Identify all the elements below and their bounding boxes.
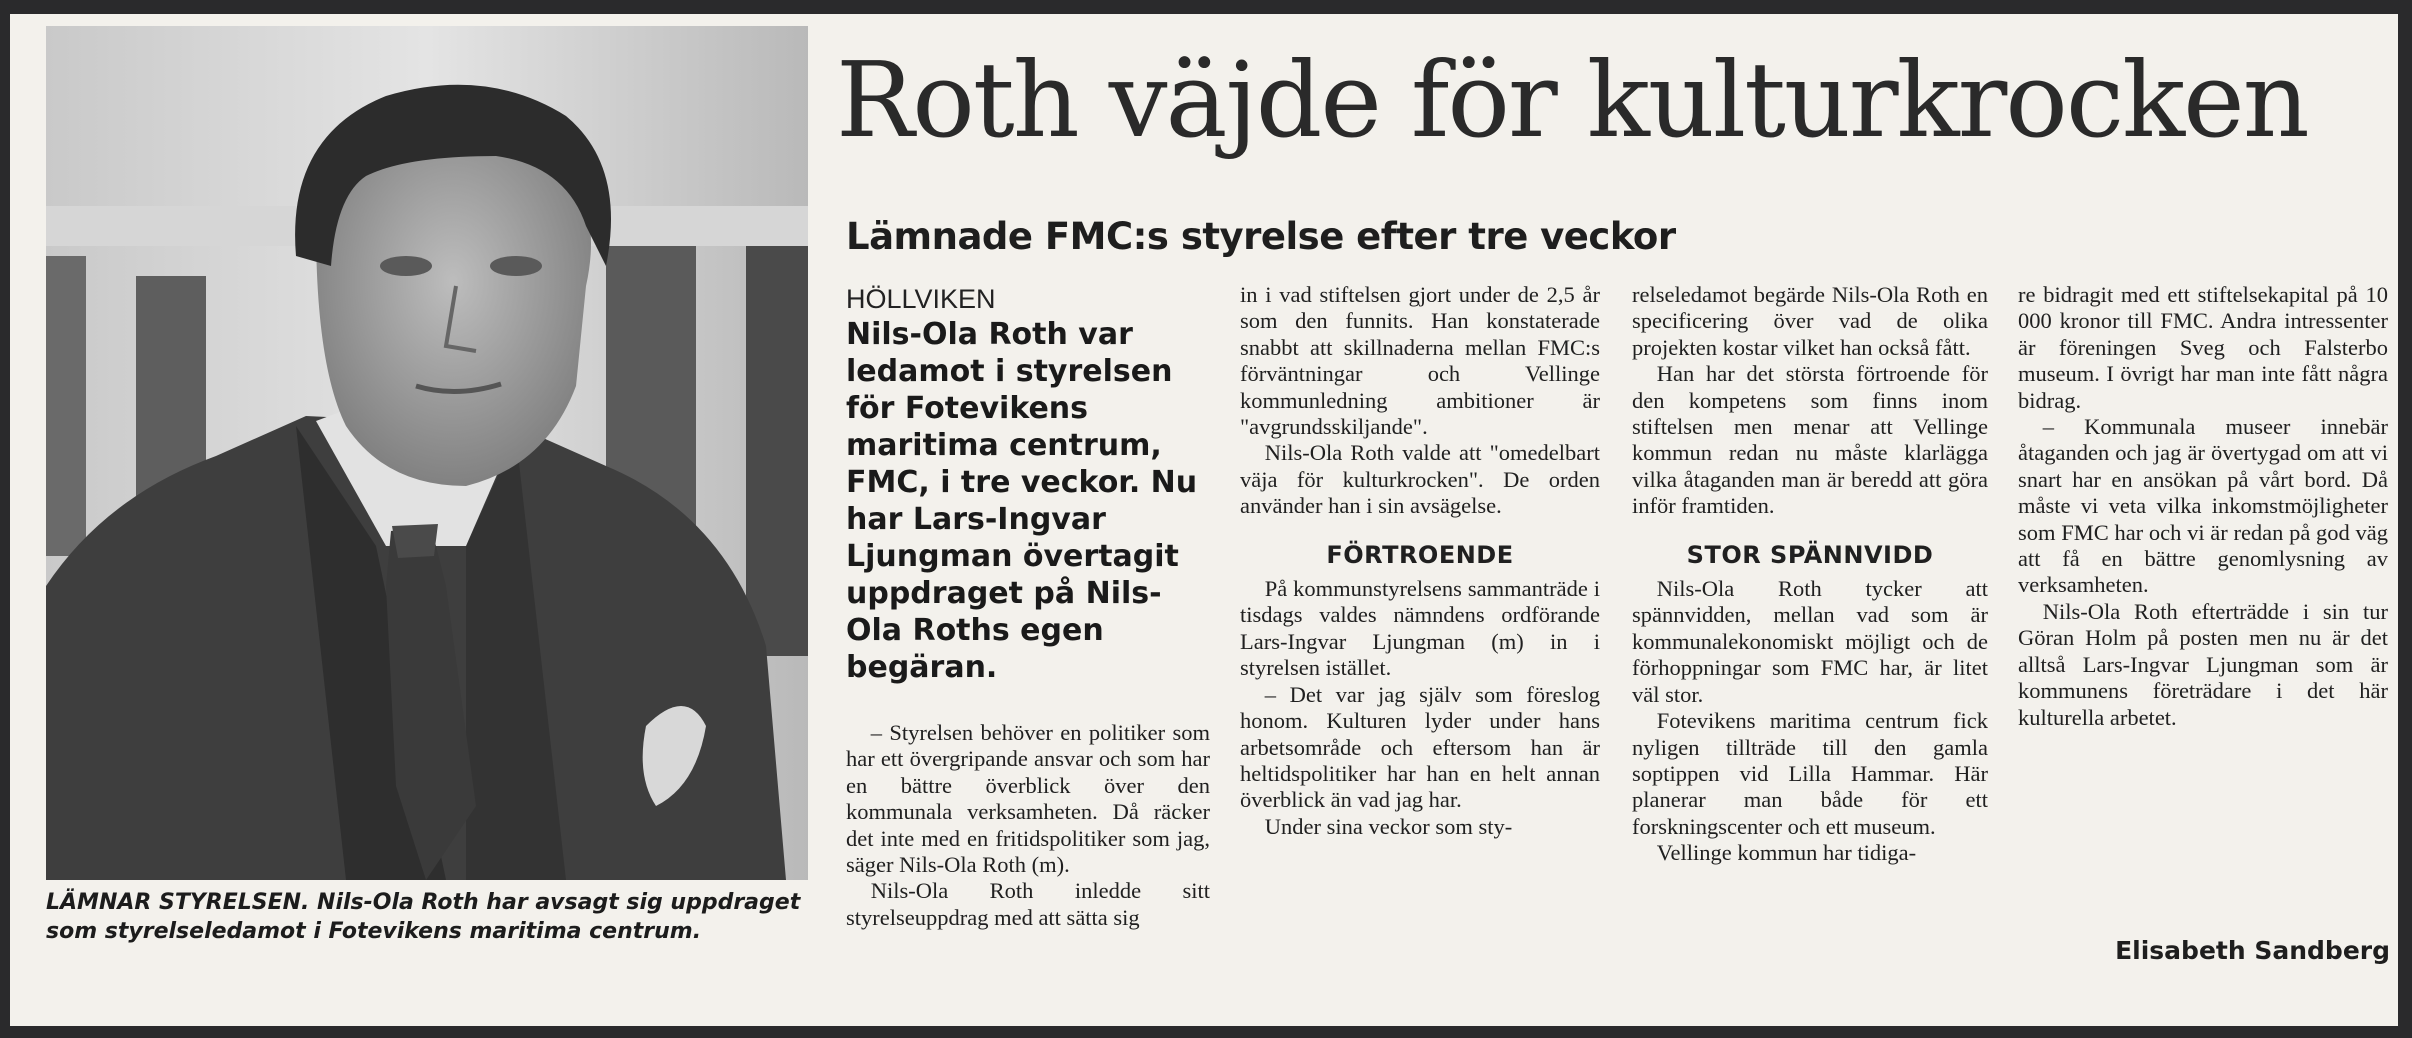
body-paragraph: Vellinge kommun har tidiga- [1656, 840, 1917, 866]
section-heading: STOR SPÄNNVIDD [1686, 540, 1934, 569]
body-paragraph: relseledamot begärde Nils-Ola Roth en specificering över vad de olika projekten kostar vilket han också fått. [1632, 282, 1988, 360]
body-paragraph: – Styrelsen behöver en politiker som har ett övergripande ansvar och som har en bättre överblick över den kommunala verksamheten. Då räcker det inte med en fritidspolitiker som jag, säger Nils-Ola Roth (m). [846, 720, 1210, 878]
body-paragraph: På kommunstyrelsens sammanträde i tisdags valdes nämndens ordförande Lars-Ingvar Ljungman (m) in i styrelsen istället. [1240, 576, 1600, 681]
article-column-1 [846, 284, 1210, 931]
body-paragraph: re bidragit med ett stiftelsekapital på 10 000 kronor till FMC. Andra intressenter är föreningen Sveg och Falsterbo museum. I övrigt har man inte fått några bidrag. [2018, 282, 2388, 413]
body-paragraph: Nils-Ola Roth tycker att spännvidden, mellan vad som är kommunalekonomiskt möjligt och de förhoppningar som FMC har, är litet väl stor. [1632, 576, 1988, 707]
article-column-3 [1632, 282, 1988, 867]
article-column-2 [1240, 282, 1600, 840]
lead-paragraph: Nils-Ola Roth var ledamot i styrelsen för Fotevikens maritima centrum, FMC, i tre veckor. Nu har Lars-Ingvar Ljungman övertagit uppdraget på Nils-Ola Roths egen begäran. [846, 317, 1198, 685]
section-heading: FÖRTROENDE [1326, 540, 1514, 569]
body-paragraph: – Det var jag själv som föreslog honom. Kulturen lyder under hans arbetsområde och eftersom han är heltidspolitiker har han en helt annan överblick än vad jag har. [1240, 681, 1600, 813]
headline: Roth väjde för kulturkrocken [836, 39, 2308, 161]
body-paragraph: in i vad stiftelsen gjort under de 2,5 år som den funnits. Han konstaterade snabbt att skillnaderna mellan FMC:s förväntningar och Vellinge kommunledning ambitioner är "avgrundsskiljande". [1240, 282, 1600, 440]
body-paragraph: Nils-Ola Roth efterträdde i sin tur Göran Holm på posten men nu är det alltså Lars-Ingvar Ljungman som är kommunens företrädare i det här kulturella arbetet. [2018, 598, 2388, 730]
portrait-photo [46, 26, 808, 880]
body-paragraph: Nils-Ola Roth inledde sitt styrelseuppdrag med att sätta sig [846, 878, 1210, 930]
photo-caption: LÄMNAR STYRELSEN. Nils-Ola Roth har avsagt sig uppdraget som styrelseledamot i Fotevikens maritima centrum. [46, 890, 801, 944]
byline: Elisabeth Sandberg [2115, 936, 2390, 965]
body-paragraph: – Kommunala museer innebär åtaganden och jag är övertygad om att vi snart har en ansökan på vårt bord. Då måste vi veta vilka inkomstmöjligheter som FMC har och vi är redan på god väg att få en bättre genomlysning av verksamheten. [2018, 414, 2388, 598]
subheadline: Lämnade FMC:s styrelse efter tre veckor [846, 215, 1676, 258]
body-paragraph: Under sina veckor som sty- [1264, 813, 1513, 839]
body-paragraph: Han har det största förtroende för den kompetens som finns inom stiftelsen men menar att Vellinge kommun redan nu måste klarlägga vilka åtaganden man är beredd att göra inför framtiden. [1632, 361, 1988, 519]
body-paragraph: Fotevikens maritima centrum fick nyligen tillträde till den gamla soptippen vid Lilla Hammar. Här planerar man både för ett forskningscenter och ett museum. [1632, 708, 1988, 839]
article-column-4 [2018, 282, 2388, 731]
body-paragraph: Nils-Ola Roth valde att "omedelbart väja för kulturkrocken". De orden använder han i sin avsägelse. [1240, 440, 1600, 519]
dateline: HÖLLVIKEN [846, 284, 996, 314]
